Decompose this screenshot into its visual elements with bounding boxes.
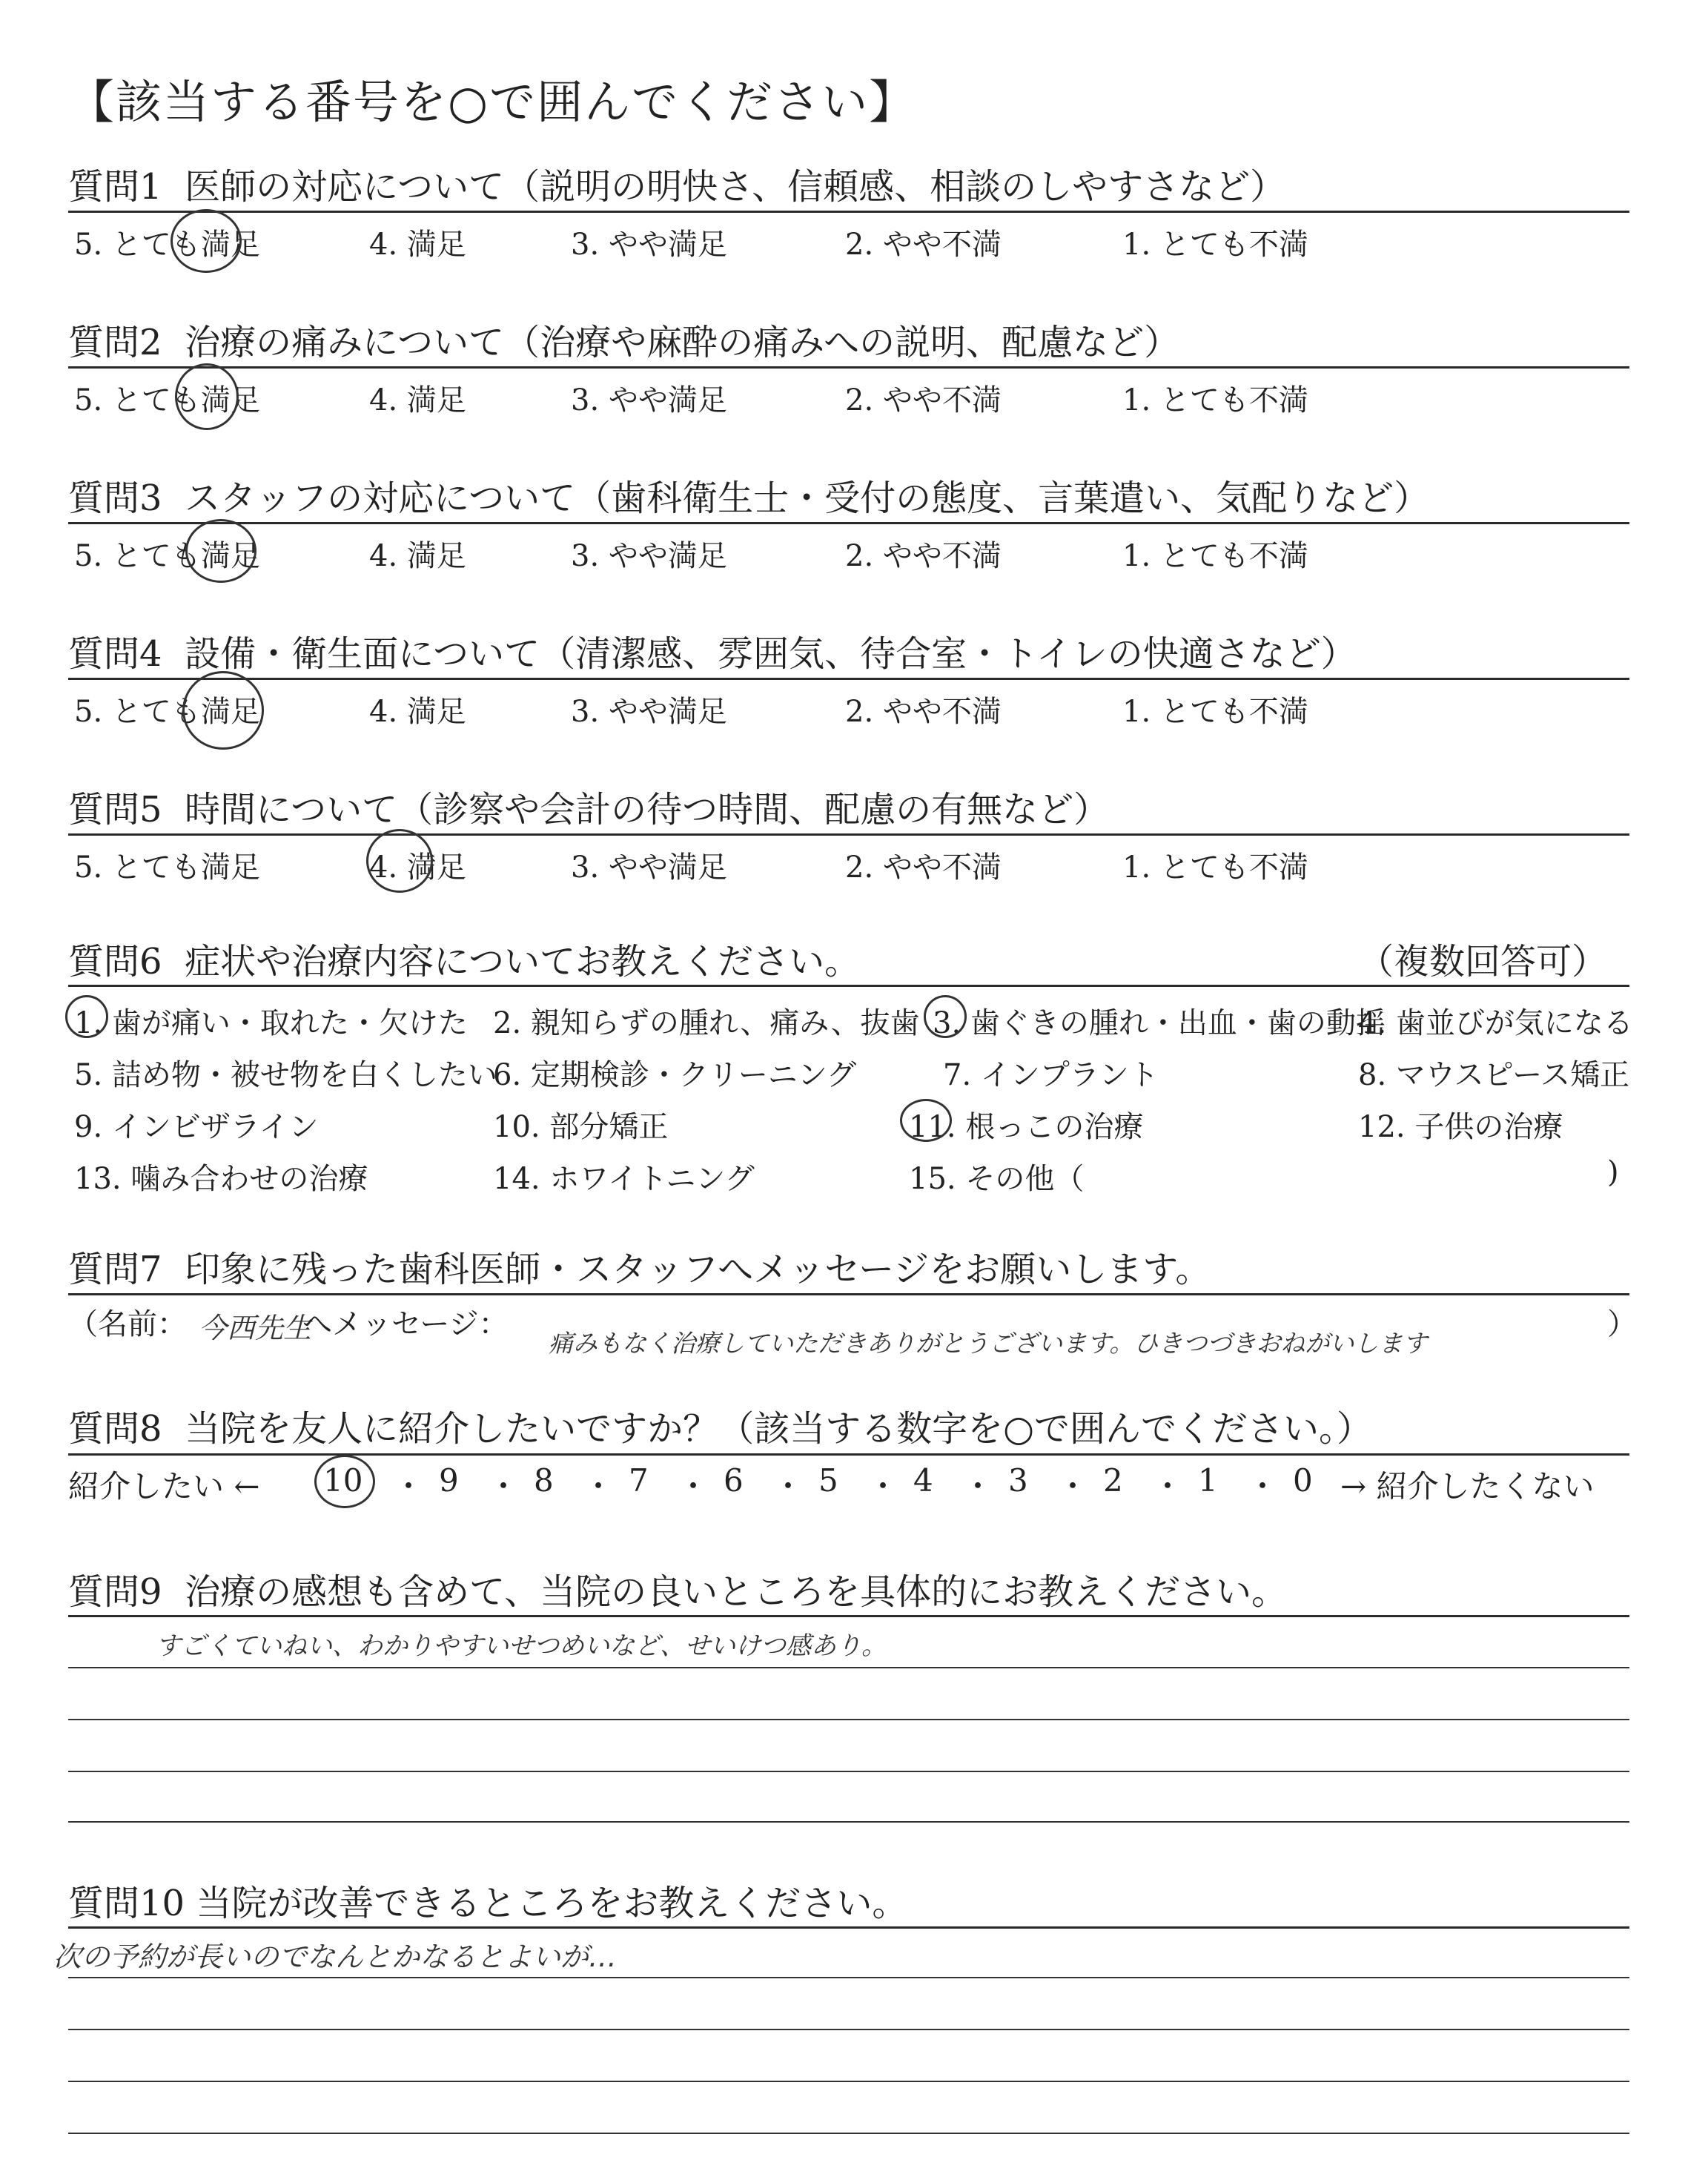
q8-num-7[interactable]: 7	[629, 1462, 649, 1499]
q8-num-8[interactable]: 8	[534, 1462, 554, 1499]
q5-rule	[68, 833, 1629, 836]
q4-option-3[interactable]: 3. やや満足	[571, 695, 727, 729]
q1-option-1[interactable]: 1. とても不満	[1122, 228, 1308, 262]
q6-option-5[interactable]: 5. 詰め物・被せ物を白くしたい	[74, 1058, 497, 1092]
q9-rule	[68, 1615, 1629, 1617]
q4-label	[68, 625, 1357, 676]
q4-text: 設備・衛生面について（清潔感、雰囲気、待合室・トイレの快適さなど）	[185, 633, 1357, 675]
q6-circle-3	[924, 995, 967, 1038]
q8-dot: ・	[488, 1468, 520, 1505]
q3-option-4[interactable]: 4. 満足	[369, 539, 466, 573]
q8-dot: ・	[1057, 1468, 1089, 1505]
q2-option-2[interactable]: 2. やや不満	[845, 383, 1002, 417]
q6-option-11[interactable]: 11. 根っこの治療	[909, 1110, 1144, 1144]
q10-text: 当院が改善できるところをお教えください。	[196, 1883, 908, 1924]
q4-option-4[interactable]: 4. 満足	[369, 695, 466, 729]
q8-num-9[interactable]: 9	[439, 1462, 459, 1499]
q5-option-4[interactable]: 4. 満足	[369, 851, 466, 885]
q2-text: 治療の痛みについて（治療や麻酔の痛みへの説明、配慮など）	[185, 322, 1180, 363]
q6-option-14[interactable]: 14. ホワイトニング	[493, 1162, 755, 1196]
q10-label	[68, 1875, 907, 1926]
q7-rule	[68, 1293, 1629, 1295]
q8-dot: ・	[1247, 1468, 1279, 1505]
q6-circle-1	[65, 995, 108, 1038]
q8-number: 質問8	[68, 1408, 162, 1450]
q6-option-3[interactable]: 3. 歯ぐきの腫れ・出血・歯の動揺	[933, 1006, 1386, 1040]
q10-writing-line	[68, 2133, 1629, 2134]
q9-number: 質問9	[68, 1571, 162, 1613]
q9-answer[interactable]: すごくていねい、わかりやすいせつめいなど、せいけつ感あり。	[156, 1631, 887, 1661]
q5-number: 質問5	[68, 789, 162, 830]
q6-option-12[interactable]: 12. 子供の治療	[1358, 1110, 1563, 1144]
q9-text: 治療の感想も含めて、当院の良いところを具体的にお教えください。	[185, 1571, 1288, 1613]
q10-writing-line	[68, 2081, 1629, 2082]
q6-option-7[interactable]: 7. インプラント	[943, 1058, 1159, 1092]
q10-number: 質問10	[68, 1883, 185, 1924]
q5-option-5[interactable]: 5. とても満足	[74, 851, 260, 885]
q5-answer-circle	[366, 829, 433, 893]
q3-rule	[68, 522, 1629, 524]
q8-dot: ・	[583, 1468, 615, 1505]
q6-circle-11	[900, 1099, 952, 1142]
q1-answer-circle	[171, 209, 242, 273]
q6-rule	[68, 985, 1629, 987]
q2-answer-circle	[175, 363, 239, 430]
q5-option-2[interactable]: 2. やや不満	[845, 851, 1002, 885]
q7-label	[68, 1241, 1211, 1292]
q1-label	[68, 158, 1285, 209]
q6-option-6[interactable]: 6. 定期検診・クリーニング	[493, 1058, 857, 1092]
q5-label	[68, 781, 1109, 832]
page-heading: 【該当する番号を○で囲んでください】	[68, 75, 917, 129]
q3-option-3[interactable]: 3. やや満足	[571, 539, 727, 573]
q4-option-5[interactable]: 5. とても満足	[74, 695, 260, 729]
q8-num-4[interactable]: 4	[913, 1462, 933, 1499]
q6-option-8[interactable]: 8. マウスピース矯正	[1358, 1058, 1630, 1092]
q6-option-10[interactable]: 10. 部分矯正	[493, 1110, 669, 1144]
q8-dot: ・	[1152, 1468, 1184, 1505]
q4-option-1[interactable]: 1. とても不満	[1122, 695, 1308, 729]
q2-option-5[interactable]: 5. とても満足	[74, 383, 260, 417]
q6-label	[68, 933, 860, 984]
q8-dot: ・	[393, 1468, 425, 1505]
q3-number: 質問3	[68, 478, 162, 519]
q8-num-10[interactable]: 10	[323, 1462, 363, 1499]
q4-number: 質問4	[68, 633, 162, 675]
q1-option-3[interactable]: 3. やや満足	[571, 228, 727, 262]
q6-multi-note: （複数回答可）	[1358, 941, 1608, 982]
q8-dot: ・	[867, 1468, 899, 1505]
q9-writing-line	[68, 1667, 1629, 1668]
q10-writing-line	[68, 1977, 1629, 1978]
q8-text: 当院を友人に紹介したいですか？（該当する数字を○で囲んでください。）	[185, 1408, 1372, 1450]
q6-option-2[interactable]: 2. 親知らずの腫れ、痛み、抜歯	[493, 1006, 920, 1040]
q3-option-2[interactable]: 2. やや不満	[845, 539, 1002, 573]
q7-close: ）	[1607, 1307, 1637, 1341]
q10-writing-line	[68, 2029, 1629, 2030]
q5-text: 時間について（診察や会計の待つ時間、配慮の有無など）	[185, 789, 1110, 830]
q7-number: 質問7	[68, 1249, 162, 1290]
q1-option-4[interactable]: 4. 満足	[369, 228, 466, 262]
q6-option-13[interactable]: 13. 噛み合わせの治療	[74, 1162, 368, 1196]
q6-option-1[interactable]: 1. 歯が痛い・取れた・欠けた	[74, 1006, 468, 1040]
q8-label	[68, 1400, 1372, 1451]
q6-text: 症状や治療内容についてお教えください。	[185, 941, 861, 982]
q3-label	[68, 469, 1429, 521]
q8-dot: ・	[678, 1468, 709, 1505]
q3-option-5[interactable]: 5. とても満足	[74, 539, 260, 573]
q10-rule	[68, 1926, 1629, 1929]
q9-writing-line	[68, 1771, 1629, 1772]
q9-label	[68, 1563, 1287, 1614]
q8-rule	[68, 1453, 1629, 1456]
q4-option-2[interactable]: 2. やや不満	[845, 695, 1002, 729]
q8-dot: ・	[962, 1468, 994, 1505]
q1-option-2[interactable]: 2. やや不満	[845, 228, 1002, 262]
q7-message-prefix: へメッセージ：	[302, 1307, 509, 1341]
q8-num-0[interactable]: 0	[1293, 1462, 1313, 1499]
q6-option-9[interactable]: 9. インビザライン	[74, 1110, 319, 1144]
q8-answer-circle	[314, 1455, 375, 1508]
q8-right-label: → 紹介したくない	[1340, 1468, 1595, 1505]
q7-message-answer[interactable]: 痛みもなく治療していただきありがとうございます。ひきつづきおねがいします	[549, 1329, 1428, 1358]
q6-number: 質問6	[68, 941, 162, 982]
q8-num-5[interactable]: 5	[818, 1462, 838, 1499]
q8-num-3[interactable]: 3	[1008, 1462, 1028, 1499]
q2-number: 質問2	[68, 322, 162, 363]
q3-answer-circle	[185, 519, 256, 583]
q8-num-6[interactable]: 6	[724, 1462, 744, 1499]
q8-left-label: 紹介したい ←	[68, 1468, 260, 1505]
q7-text: 印象に残った歯科医師・スタッフへメッセージをお願いします。	[185, 1249, 1211, 1290]
q2-label	[68, 314, 1179, 365]
q1-option-5[interactable]: 5. とても満足	[74, 228, 260, 262]
q1-rule	[68, 211, 1629, 213]
q9-writing-line	[68, 1719, 1629, 1720]
q10-answer[interactable]: 次の予約が長いのでなんとかなるとよいが…	[53, 1941, 618, 1973]
q8-dot: ・	[772, 1468, 804, 1505]
q2-rule	[68, 366, 1629, 369]
q7-name-prefix: （名前：	[68, 1307, 187, 1341]
q5-option-3[interactable]: 3. やや満足	[571, 851, 727, 885]
q2-option-4[interactable]: 4. 満足	[369, 383, 466, 417]
q1-text: 医師の対応について（説明の明快さ、信頼感、相談のしやすさなど）	[185, 166, 1286, 208]
q5-option-1[interactable]: 1. とても不満	[1122, 851, 1308, 885]
q4-answer-circle	[182, 671, 264, 750]
q2-option-1[interactable]: 1. とても不満	[1122, 383, 1308, 417]
q4-rule	[68, 678, 1629, 680]
q8-num-2[interactable]: 2	[1103, 1462, 1123, 1499]
q9-writing-line	[68, 1821, 1629, 1823]
q6-option-15[interactable]: 15. その他（	[909, 1162, 1085, 1196]
q3-text: スタッフの対応について（歯科衛生士・受付の態度、言葉遣い、気配りなど）	[185, 478, 1430, 519]
q1-number: 質問1	[68, 166, 162, 208]
q6-option-4[interactable]: 4. 歯並びが気になる	[1358, 1006, 1633, 1040]
q6-option-15-close: )	[1607, 1155, 1619, 1189]
q8-num-1[interactable]: 1	[1198, 1462, 1218, 1499]
q7-name-value[interactable]: 今西先生	[199, 1312, 312, 1344]
q2-option-3[interactable]: 3. やや満足	[571, 383, 727, 417]
q3-option-1[interactable]: 1. とても不満	[1122, 539, 1308, 573]
